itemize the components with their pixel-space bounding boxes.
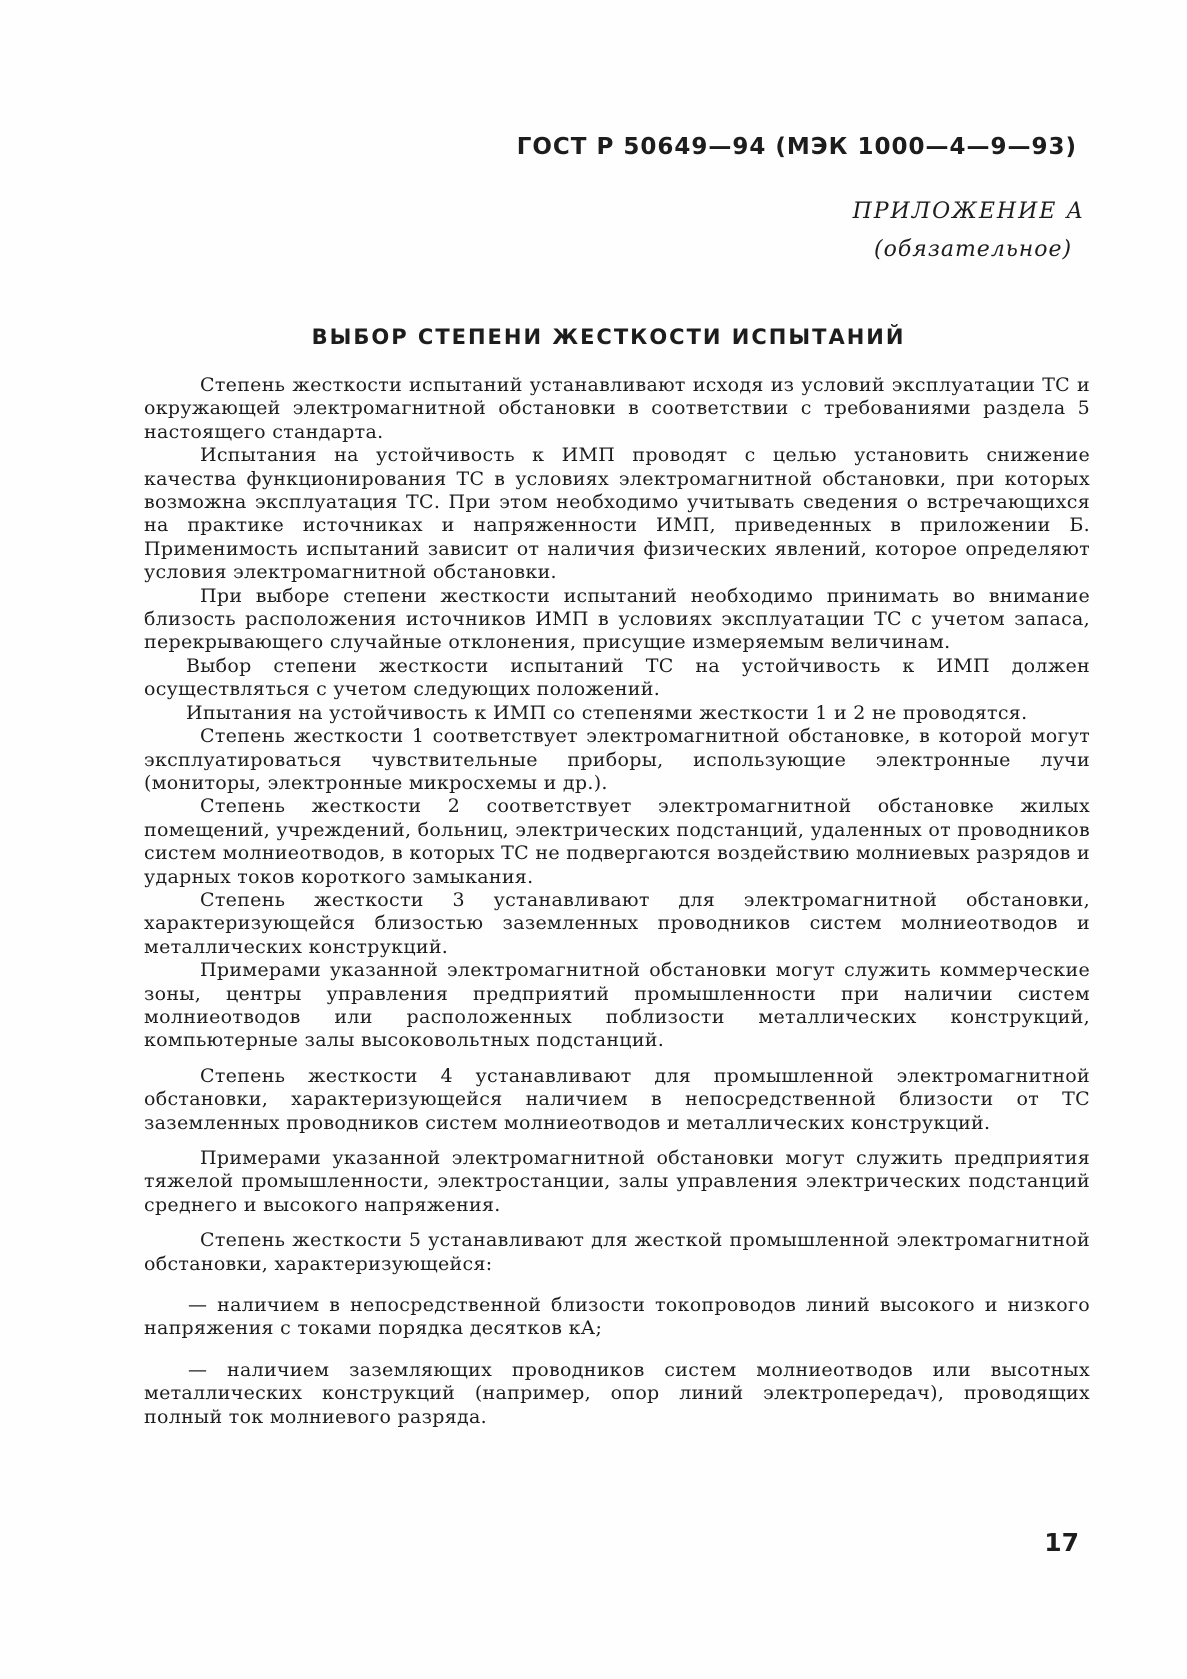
body-text [144,374,1090,1429]
section-title: ВЫБОР СТЕПЕНИ ЖЕСТКОСТИ ИСПЫТАНИЙ [311,325,906,349]
list-item: — наличием заземляющих проводников систем молниеотводов или высотных металлических конструкций (например, опор линий электропередач), проводящих полный ток молниевого разряда. [144,1358,1090,1428]
paragraph: Степень жесткости 5 устанавливают для жесткой промышленной электромагнитной обстановки, характеризующейся: [144,1229,1090,1275]
paragraph: Степень жесткости 1 соответствует электромагнитной обстановке, в которой могут эксплуатироваться чувствительные приборы, использующие электронные лучи (мониторы, электронные микросхемы и др.). [144,725,1090,794]
appendix-block [785,193,1085,269]
paragraph: Испытания на устойчивость к ИМП проводят с целью установить снижение качества функционирования ТС в условиях электромагнитной обстановки, при которых возможна эксплуатация ТС. При этом необходимо учитывать сведения о встречающихся на практике источниках и напряженности ИМП, приведенных в приложении Б. Применимость испытаний зависит от наличия физических явлений, которое определяют условия электромагнитной обстановки. [144,444,1090,584]
paragraph: Степень жесткости 4 устанавливают для промышленной электромагнитной обстановки, характеризующейся наличием в непосредственной близости от ТС заземленных проводников систем молниеотводов и металлических конструкций. [144,1064,1090,1134]
appendix-note: (обязательное) [874,237,1073,262]
paragraph: Примерами указанной электромагнитной обстановки могут служить предприятия тяжелой промышленности, электростанции, залы управления электрических подстанций среднего и высокого напряжения. [144,1147,1090,1216]
paragraph: При выборе степени жесткости испытаний необходимо принимать во внимание близость расположения источников ИМП в условиях эксплуатации ТС с учетом запаса, перекрывающего случайные отклонения, присущие измеряемым величинам. [144,584,1090,654]
paragraph: Ипытания на устойчивость к ИМП со степенями жесткости 1 и 2 не проводятся. [186,701,1028,724]
list-item: — наличием в непосредственной близости токопроводов линий высокого и низкого напряжения с токами порядка десятков кА; [144,1294,1090,1340]
page-number: 17 [1044,1528,1079,1557]
standard-header: ГОСТ Р 50649—94 (МЭК 1000—4—9—93) [516,134,1077,160]
paragraph: Степень жесткости 2 соответствует электромагнитной обстановке жилых помещений, учреждений, больниц, электрических подстанций, удаленных от проводников систем молниеотводов, в которых ТС не подвергаются воздействию молниевых разрядов и ударных токов короткого замыкания. [144,795,1090,888]
paragraph: Степень жесткости испытаний устанавливают исходя из условий эксплуатации ТС и окружающей электромагнитной обстановки в соответствии с требованиями раздела 5 настоящего стандарта. [144,374,1090,443]
paragraph: Примерами указанной электромагнитной обстановки могут служить коммерческие зоны, центры управления предприятий промышленности при наличии систем молниеотводов или расположенных поблизости металлических конструкций, компьютерные залы высоковольтных подстанций. [144,959,1090,1052]
paragraph: Степень жесткости 3 устанавливают для электромагнитной обстановки, характеризующейся близостью заземленных проводников систем молниеотводов и металлических конструкций. [144,888,1090,958]
appendix-label: ПРИЛОЖЕНИЕ А [852,199,1085,224]
paragraph: Выбор степени жесткости испытаний ТС на устойчивость к ИМП должен осуществляться с учетом следующих положений. [144,654,1090,701]
